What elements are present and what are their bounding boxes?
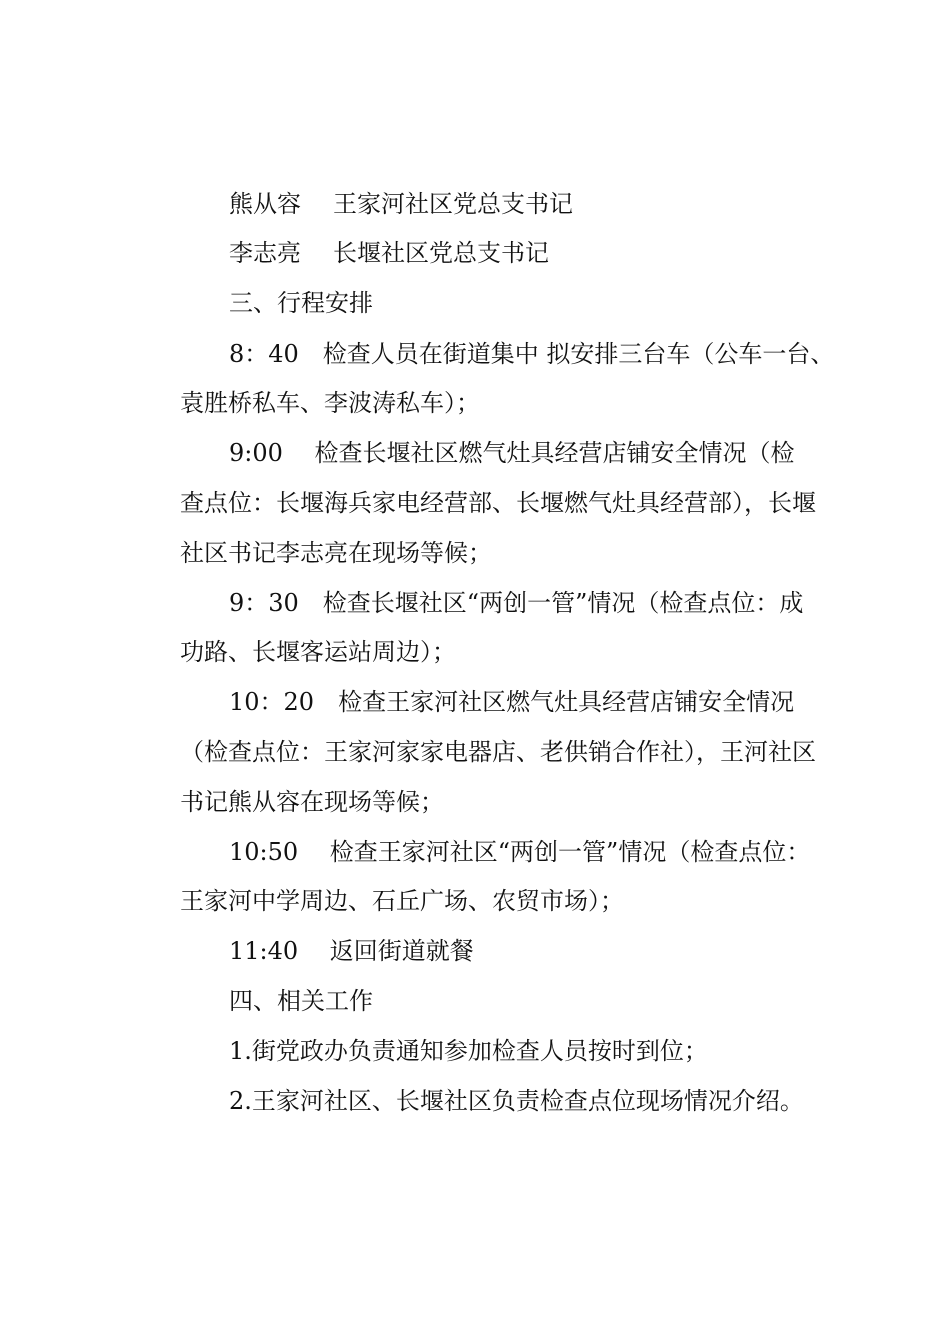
member-name: 李志亮 — [229, 239, 301, 267]
schedule-line: 8：40 检查人员在街道集中 拟安排三台车（公车一台、 — [229, 340, 835, 368]
schedule-line: 10：20 检查王家河社区燃气灶具经营店铺安全情况 — [229, 688, 795, 716]
section-heading-schedule: 三、行程安排 — [229, 289, 373, 317]
schedule-line: 社区书记李志亮在现场等候； — [180, 539, 492, 567]
related-work-item: 1.街党政办负责通知参加检查人员按时到位； — [229, 1037, 708, 1065]
schedule-line: 查点位：长堰海兵家电经营部、长堰燃气灶具经营部），长堰 — [180, 489, 816, 517]
related-work-item: 2.王家河社区、长堰社区负责检查点位现场情况介绍。 — [229, 1087, 804, 1115]
member-title: 长堰社区党总支书记 — [333, 239, 549, 267]
member-name: 熊从容 — [229, 190, 301, 218]
member-line — [229, 188, 852, 220]
schedule-line: 11:40 返回街道就餐 — [229, 937, 474, 965]
member-line — [229, 237, 852, 269]
schedule-line: 10:50 检查王家河社区“两创一管”情况（检查点位： — [229, 838, 811, 866]
schedule-line: （检查点位：王家河家家电器店、老供销合作社），王河社区 — [180, 738, 816, 766]
section-heading-related-work: 四、相关工作 — [229, 987, 373, 1015]
schedule-line: 书记熊从容在现场等候； — [180, 788, 444, 816]
schedule-line: 功路、长堰客运站周边）； — [180, 638, 456, 666]
member-title: 王家河社区党总支书记 — [333, 190, 573, 218]
schedule-line: 9：30 检查长堰社区“两创一管”情况（检查点位：成 — [229, 589, 804, 617]
schedule-line: 王家河中学周边、石丘广场、农贸市场）； — [180, 887, 624, 915]
schedule-line: 袁胜桥私车、李波涛私车）； — [180, 389, 480, 417]
schedule-line: 9:00 检查长堰社区燃气灶具经营店铺安全情况（检 — [229, 439, 795, 467]
